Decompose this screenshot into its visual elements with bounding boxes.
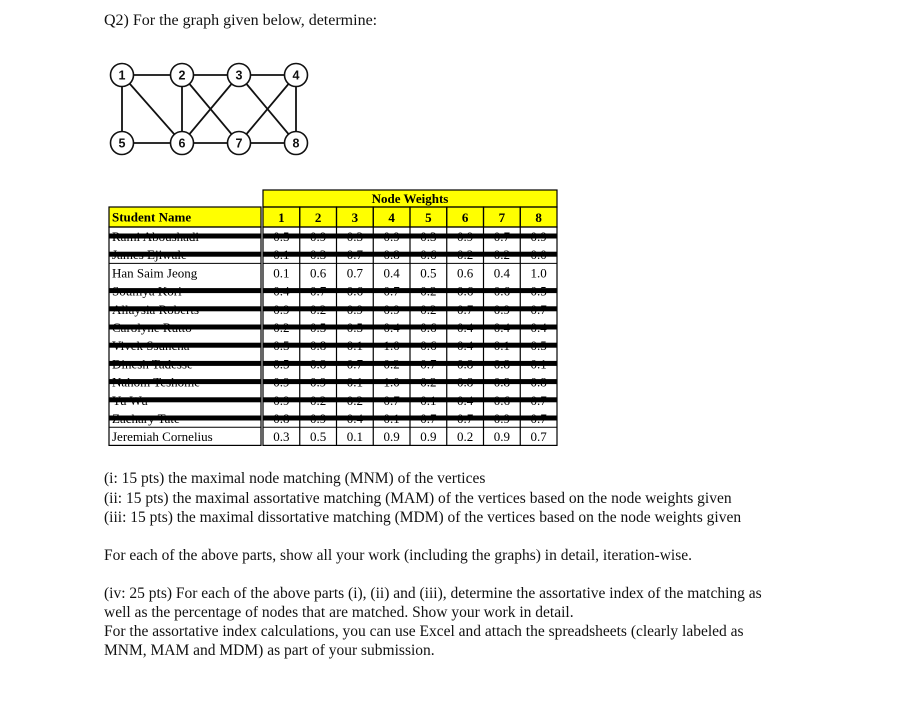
question-title: Q2) For the graph given below, determine: [104,12,378,29]
strike-bar [109,252,261,257]
strike-bar [109,416,261,421]
strike-bar [109,325,261,330]
strike-bar [263,379,557,384]
excel-note-line1: For the assortative index calculations, you can use Excel and attach the spreadsheets (clearly labeled as [104,623,744,640]
group-header: Node Weights [371,191,449,206]
graph-node-label: 5 [118,136,126,151]
col-header-2: 2 [314,210,322,225]
strike-bar [263,397,557,402]
part-ii: (ii: 15 pts) the maximal assortative matching (MAM) of the vertices based on the node weights given [104,490,732,507]
node-weights-table [108,189,570,451]
strike-bar [263,343,557,348]
weight-cell: 1.0 [530,265,547,281]
weight-cell: 0.9 [493,429,510,445]
col-header-8: 8 [535,210,542,225]
weight-cell: 0.4 [383,265,400,281]
name-header: Student Name [112,209,192,225]
col-header-6: 6 [461,210,469,225]
graph-edge-1-6 [122,75,182,143]
strike-bar [109,397,261,402]
weight-cell: 0.6 [457,265,474,281]
graph-node-label: 6 [178,136,186,151]
strike-bar [109,379,261,384]
weight-cell: 0.9 [420,429,437,445]
strike-bar [263,306,557,311]
strike-bar [109,234,261,239]
col-header-4: 4 [388,210,395,225]
strike-bar [109,361,261,366]
graph-node-label: 7 [235,136,243,151]
weight-cell: 0.1 [273,265,290,281]
col-header-5: 5 [425,210,432,225]
strike-bar [263,325,557,330]
graph-figure [100,55,320,175]
weight-cell: 0.7 [530,429,547,445]
weight-cell: 0.9 [383,429,400,445]
weight-cell: 0.7 [346,265,363,281]
graph-node-label: 8 [292,136,300,151]
col-header-7: 7 [498,210,506,225]
col-header-1: 1 [278,210,285,225]
part-iii: (iii: 15 pts) the maximal dissortative matching (MDM) of the vertices based on the node weights given [104,509,742,526]
part-i: (i: 15 pts) the maximal node matching (MNM) of the vertices [104,470,486,487]
student-name: Han Saim Jeong [112,265,198,281]
part-iv-line2: well as the percentage of nodes that are matched. Show your work in detail. [104,604,574,621]
strike-bar [263,252,557,257]
graph-node-label: 1 [118,68,126,83]
weight-cell: 0.4 [493,265,510,281]
graph-node-label: 4 [292,68,300,83]
strike-bar [109,288,261,293]
weight-cell: 0.1 [346,429,363,445]
weight-cell: 0.5 [420,265,437,281]
strike-bar [263,416,557,421]
strike-bar [263,288,557,293]
weight-cell: 0.2 [457,429,474,445]
strike-bar [109,306,261,311]
instructions: For each of the above parts, show all your work (including the graphs) in detail, iteration-wise. [104,547,692,564]
graph-node-label: 3 [235,68,243,83]
weight-cell: 0.5 [310,429,327,445]
part-iv-line1: (iv: 25 pts) For each of the above parts (i), (ii) and (iii), determine the assortative index of the matching as [104,585,762,602]
weight-cell: 0.6 [310,265,327,281]
strike-bar [109,343,261,348]
strike-bar [263,234,557,239]
weight-cell: 0.3 [273,429,290,445]
graph-node-label: 2 [178,68,186,83]
col-header-3: 3 [351,210,359,225]
excel-note-line2: MNM, MAM and MDM) as part of your submission. [104,642,435,659]
student-name: Jeremiah Cornelius [112,429,213,445]
strike-bar [263,361,557,366]
